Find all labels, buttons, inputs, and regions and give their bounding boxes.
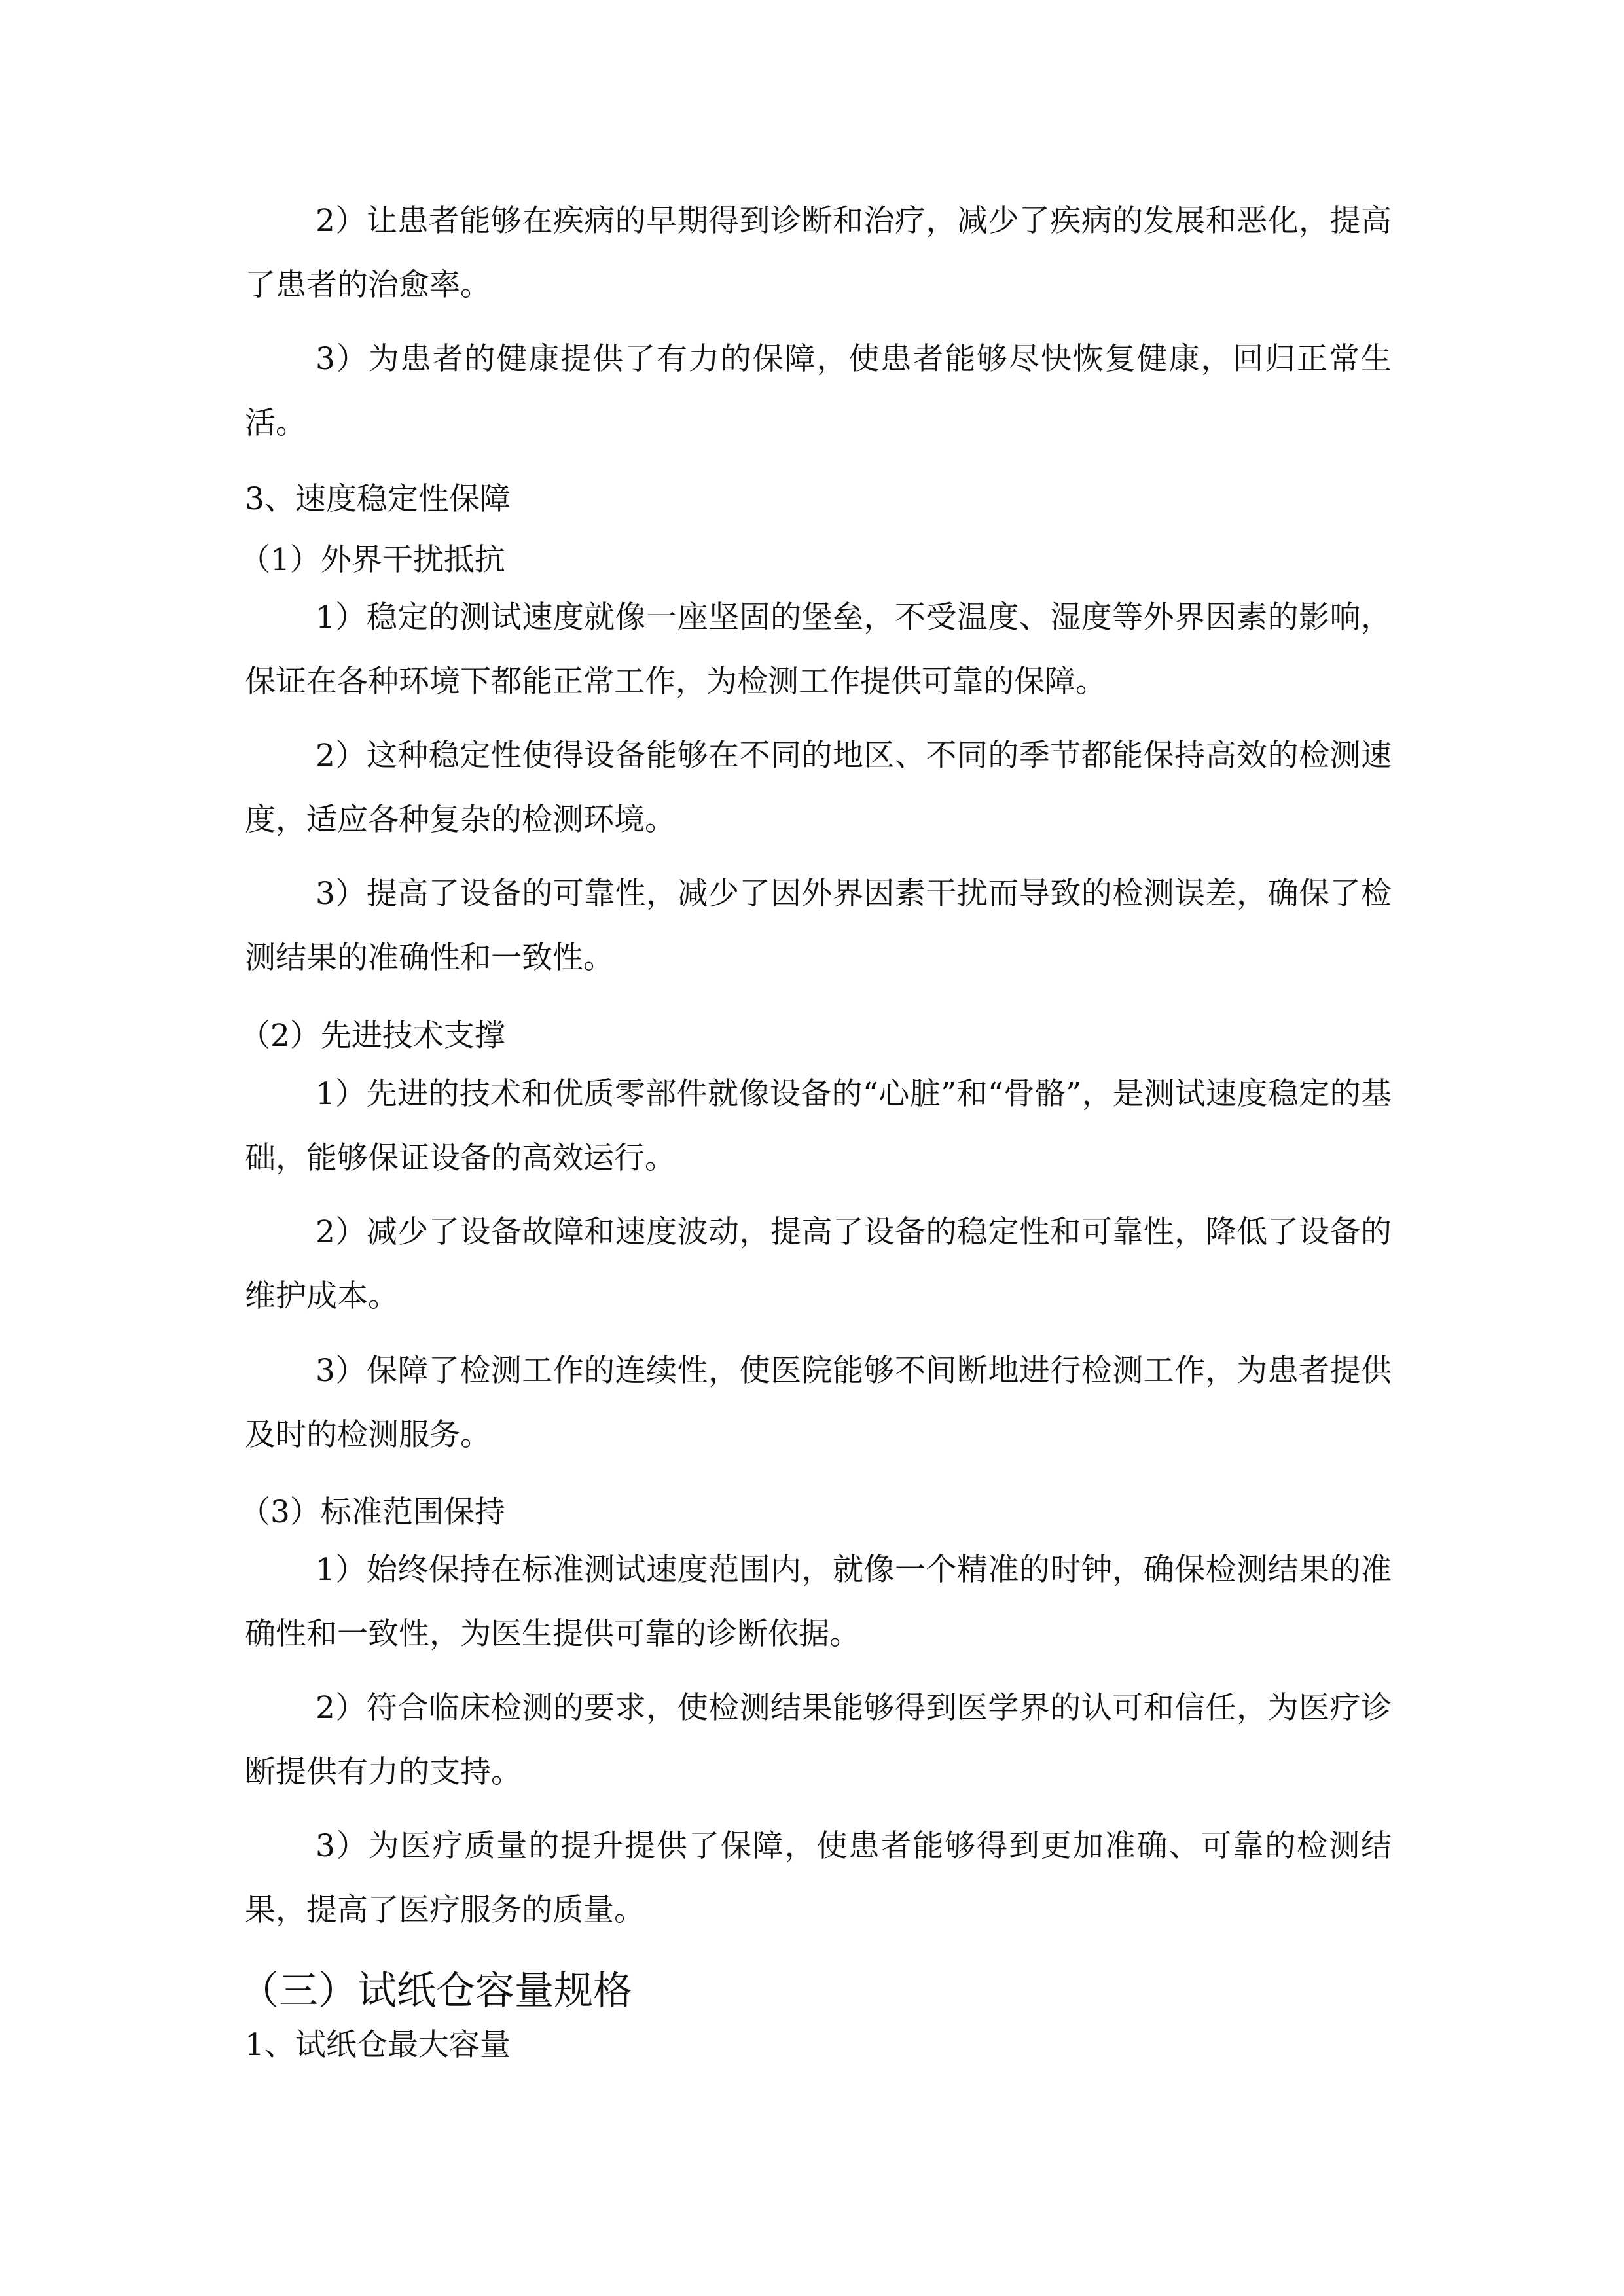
paragraph-early-diagnosis: 2）让患者能够在疾病的早期得到诊断和治疗，减少了疾病的发展和恶化，提高了患者的治愈率。 (245, 203, 1392, 303)
subheading-standard-range: （3）标准范围保持 (240, 1494, 505, 1530)
section-title-test-strip-capacity: （三）试纸仓容量规格 (240, 1968, 632, 2014)
paragraph-medical-quality: 3）为医疗质量的提升提供了保障，使患者能够得到更加准确、可靠的检测结果，提高了医疗服务的质量。 (245, 1828, 1392, 1928)
heading-speed-stability: 3、速度稳定性保障 (245, 481, 511, 517)
paragraph-stable-speed-fortress: 1）稳定的测试速度就像一座坚固的堡垒，不受温度、湿度等外界因素的影响，保证在各种环境下都能正常工作，为检测工作提供可靠的保障。 (245, 600, 1392, 700)
paragraph-clinical-requirements: 2）符合临床检测的要求，使检测结果能够得到医学界的认可和信任，为医疗诊断提供有力的支持。 (245, 1690, 1392, 1790)
paragraph-reliability: 3）提高了设备的可靠性，减少了因外界因素干扰而导致的检测误差，确保了检测结果的准确性和一致性。 (245, 876, 1392, 976)
paragraph-stability-regions: 2）这种稳定性使得设备能够在不同的地区、不同的季节都能保持高效的检测速度，适应各种复杂的检测环境。 (245, 738, 1392, 838)
heading-max-capacity: 1、试纸仓最大容量 (245, 2027, 511, 2063)
subheading-advanced-technology: （2）先进技术支撑 (240, 1018, 505, 1054)
paragraph-reduce-failures: 2）减少了设备故障和速度波动，提高了设备的稳定性和可靠性，降低了设备的维护成本。 (245, 1214, 1392, 1314)
paragraph-health-guarantee: 3）为患者的健康提供了有力的保障，使患者能够尽快恢复健康，回归正常生活。 (245, 341, 1392, 441)
paragraph-heart-and-bones: 1）先进的技术和优质零部件就像设备的“心脏”和“骨骼”，是测试速度稳定的基础，能够保证设备的高效运行。 (245, 1076, 1392, 1176)
paragraph-continuity: 3）保障了检测工作的连续性，使医院能够不间断地进行检测工作，为患者提供及时的检测服务。 (245, 1353, 1392, 1453)
subheading-interference-resistance: （1）外界干扰抵抗 (240, 542, 505, 578)
paragraph-precise-clock: 1）始终保持在标准测试速度范围内，就像一个精准的时钟，确保检测结果的准确性和一致性，为医生提供可靠的诊断依据。 (245, 1552, 1392, 1652)
